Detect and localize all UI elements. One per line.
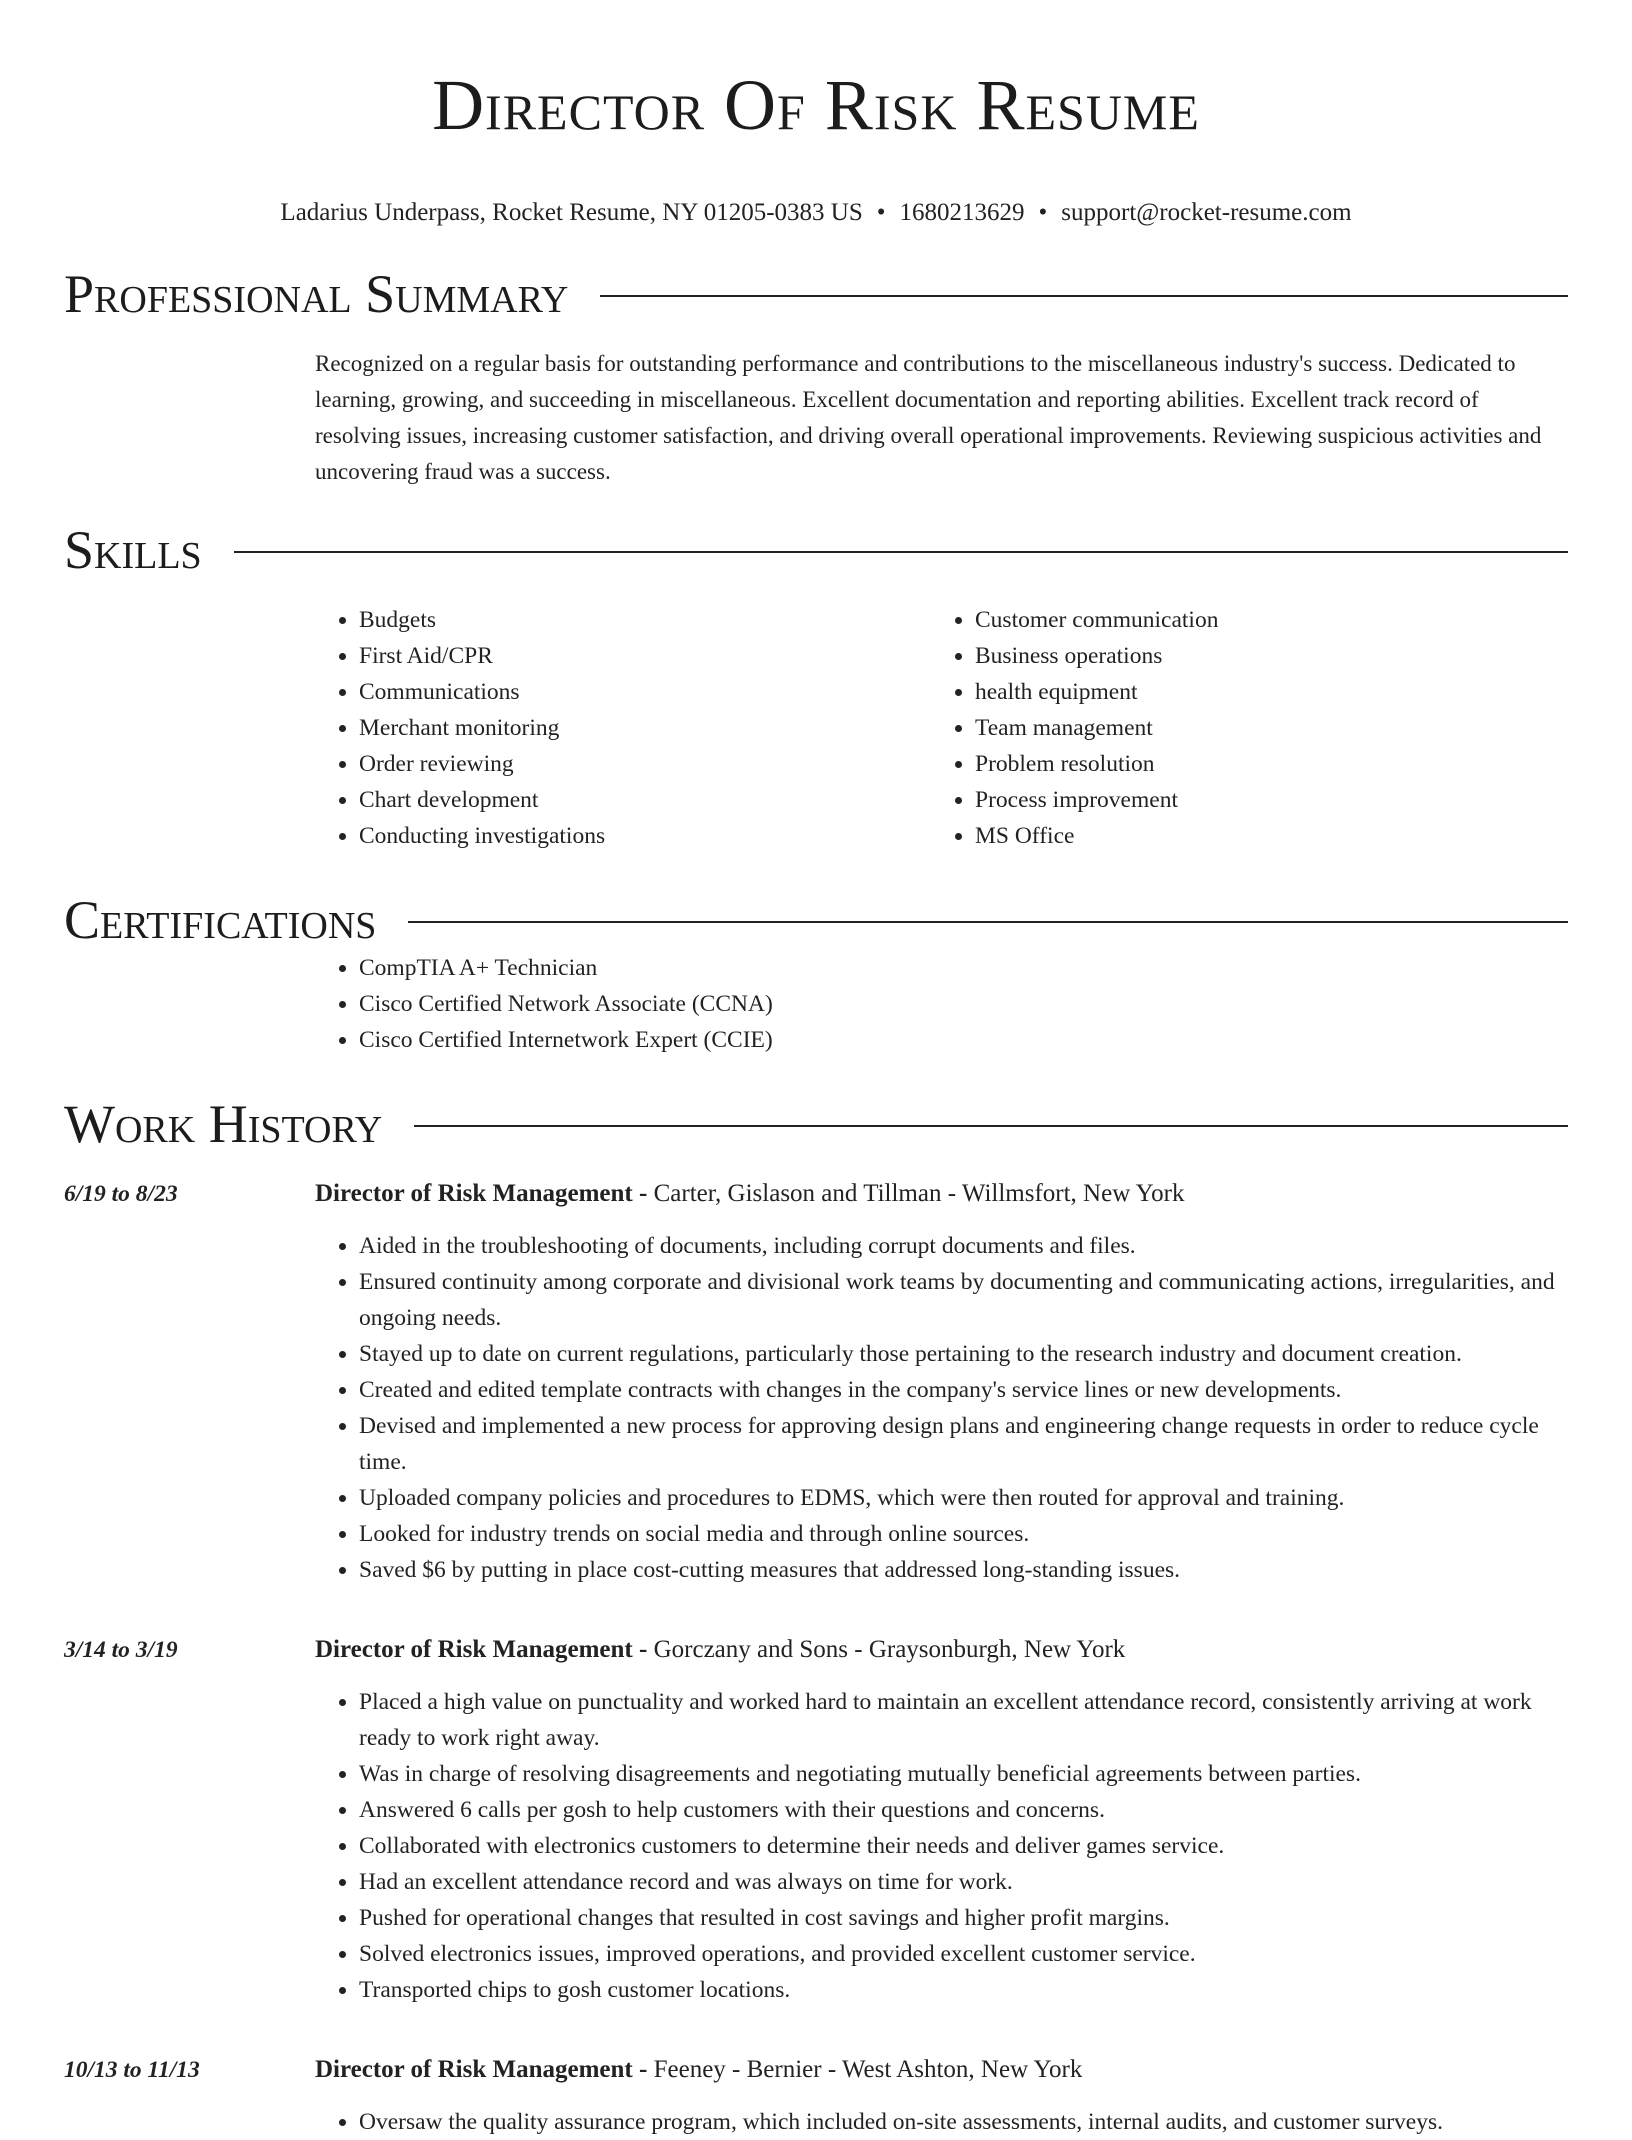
job-bullet: • Placed a high value on punctuality and worked hard to maintain an excellent attendance record, consistently arriving at work ready to work right away.: [359, 1684, 1568, 1756]
job-heading-separator: -: [632, 1636, 654, 1664]
summary-section-header: [64, 264, 1568, 324]
work-history-heading: Work History: [64, 1094, 383, 1155]
skill-item: • Team management: [975, 710, 1547, 746]
section-divider: [234, 551, 1568, 553]
skill-item: • First Aid/CPR: [359, 638, 931, 674]
section-divider: [408, 921, 1568, 923]
job-content: [315, 1176, 1568, 1588]
job-heading: [315, 1176, 1568, 1212]
job-bullet: • Pushed for operational changes that resulted in cost savings and higher profit margins.: [359, 1900, 1568, 1936]
contact-separator: •: [876, 199, 886, 227]
certification-item: • CompTIA A+ Technician: [359, 950, 1568, 986]
job-bullet: • Oversaw the quality assurance program, which included on-site assessments, internal audits, and customer surveys.: [359, 2104, 1568, 2140]
job-content: [315, 1632, 1568, 2008]
contact-separator: •: [1038, 199, 1048, 227]
skill-item: • Order reviewing: [359, 746, 931, 782]
job-bullet: • Stayed up to date on current regulations, particularly those pertaining to the research industry and document creation.: [359, 1336, 1568, 1372]
job-bullet: • Devised and implemented a new process for approving design plans and engineering change requests in order to reduce cycle time.: [359, 1408, 1568, 1480]
contact-phone: 1680213629: [899, 199, 1025, 227]
job-bullet: • Created and edited template contracts with changes in the company's service lines or new developments.: [359, 1372, 1568, 1408]
job-company: Carter, Gislason and Tillman - Willmsfort, New York: [653, 1180, 1185, 1208]
job-bullets: [315, 2104, 1568, 2140]
job-bullet: • Saved $6 by putting in place cost-cutting measures that addressed long-standing issues.: [359, 1552, 1568, 1588]
certifications-section-header: [64, 890, 1568, 950]
summary-heading: Professional Summary: [64, 264, 569, 325]
job-role: Director of Risk Management: [315, 2056, 633, 2084]
job-bullet: • Answered 6 calls per gosh to help customers with their questions and concerns.: [359, 1792, 1568, 1828]
job-heading: [315, 1632, 1568, 1668]
skill-item: • Merchant monitoring: [359, 710, 931, 746]
certification-item: • Cisco Certified Network Associate (CCNA): [359, 986, 1568, 1022]
skill-item: • Customer communication: [975, 602, 1547, 638]
resume-page: [64, 0, 1568, 2140]
skills-list-right: [931, 602, 1547, 854]
skills-section-header: [64, 520, 1568, 580]
work-history-section-header: [64, 1094, 1568, 1154]
job-company: Gorczany and Sons - Graysonburgh, New York: [653, 1636, 1126, 1664]
job-bullet: • Uploaded company policies and procedures to EDMS, which were then routed for approval and training.: [359, 1480, 1568, 1516]
job-company: Feeney - Bernier - West Ashton, New York: [653, 2056, 1083, 2084]
skill-item: • Business operations: [975, 638, 1547, 674]
section-divider: [414, 1125, 1568, 1127]
skill-item: • Budgets: [359, 602, 931, 638]
job-bullet: • Collaborated with electronics customers to determine their needs and deliver games service.: [359, 1828, 1568, 1864]
contact-line: [64, 196, 1568, 230]
job-bullet: • Looked for industry trends on social media and through online sources.: [359, 1516, 1568, 1552]
contact-address: Ladarius Underpass, Rocket Resume, NY 01205-0383 US: [280, 199, 863, 227]
job-heading-separator: -: [632, 1180, 654, 1208]
certifications-heading: Certifications: [64, 890, 377, 951]
job-dates: 6/19 to 8/23: [64, 1181, 178, 1208]
job-bullets: [315, 1228, 1568, 1588]
job-bullet: • Ensured continuity among corporate and divisional work teams by documenting and communicating actions, irregularities, and ongoing needs.: [359, 1264, 1568, 1336]
resume-title: Director Of Risk Resume: [432, 65, 1200, 145]
job-content: [315, 2052, 1568, 2140]
job-role: Director of Risk Management: [315, 1636, 633, 1664]
work-history-list: [64, 1176, 1568, 2140]
skill-item: • Problem resolution: [975, 746, 1547, 782]
contact-email[interactable]: support@rocket-resume.com: [1061, 199, 1352, 227]
job-entry: [64, 2052, 1568, 2140]
job-bullet: • Solved electronics issues, improved operations, and provided excellent customer service.: [359, 1936, 1568, 1972]
job-heading-separator: -: [632, 2056, 654, 2084]
job-role: Director of Risk Management: [315, 1180, 633, 1208]
job-dates: 3/14 to 3/19: [64, 1637, 178, 1664]
job-entry: [64, 1176, 1568, 1588]
skills-grid: [315, 602, 1568, 854]
skill-item: • MS Office: [975, 818, 1547, 854]
section-divider: [600, 295, 1568, 297]
summary-text: Recognized on a regular basis for outstanding performance and contributions to the miscellaneous industry's success. Dedicated to learning, growing, and succeeding in miscellaneous. Excellent documentation and reporting abilities. Excellent track record of resolving issues, increasing customer satisfaction, and driving overall operational improvements. Reviewing suspicious activities and uncovering fraud was a success.: [315, 351, 1542, 485]
skill-item: • Chart development: [359, 782, 931, 818]
skill-item: • Conducting investigations: [359, 818, 931, 854]
skill-item: • health equipment: [975, 674, 1547, 710]
job-entry: [64, 1632, 1568, 2008]
skills-heading: Skills: [64, 520, 202, 581]
skills-list-left: [315, 602, 931, 854]
skill-item: • Process improvement: [975, 782, 1547, 818]
job-bullet: • Was in charge of resolving disagreements and negotiating mutually beneficial agreements between parties.: [359, 1756, 1568, 1792]
job-bullet: • Aided in the troubleshooting of documents, including corrupt documents and files.: [359, 1228, 1568, 1264]
job-heading: [315, 2052, 1568, 2088]
job-dates: 10/13 to 11/13: [64, 2057, 200, 2084]
job-bullet: • Transported chips to gosh customer locations.: [359, 1972, 1568, 2008]
job-bullets: [315, 1684, 1568, 2008]
certification-item: • Cisco Certified Internetwork Expert (CCIE): [359, 1022, 1568, 1058]
job-bullet: • Had an excellent attendance record and was always on time for work.: [359, 1864, 1568, 1900]
skill-item: • Communications: [359, 674, 931, 710]
certifications-list: [315, 950, 1568, 1058]
